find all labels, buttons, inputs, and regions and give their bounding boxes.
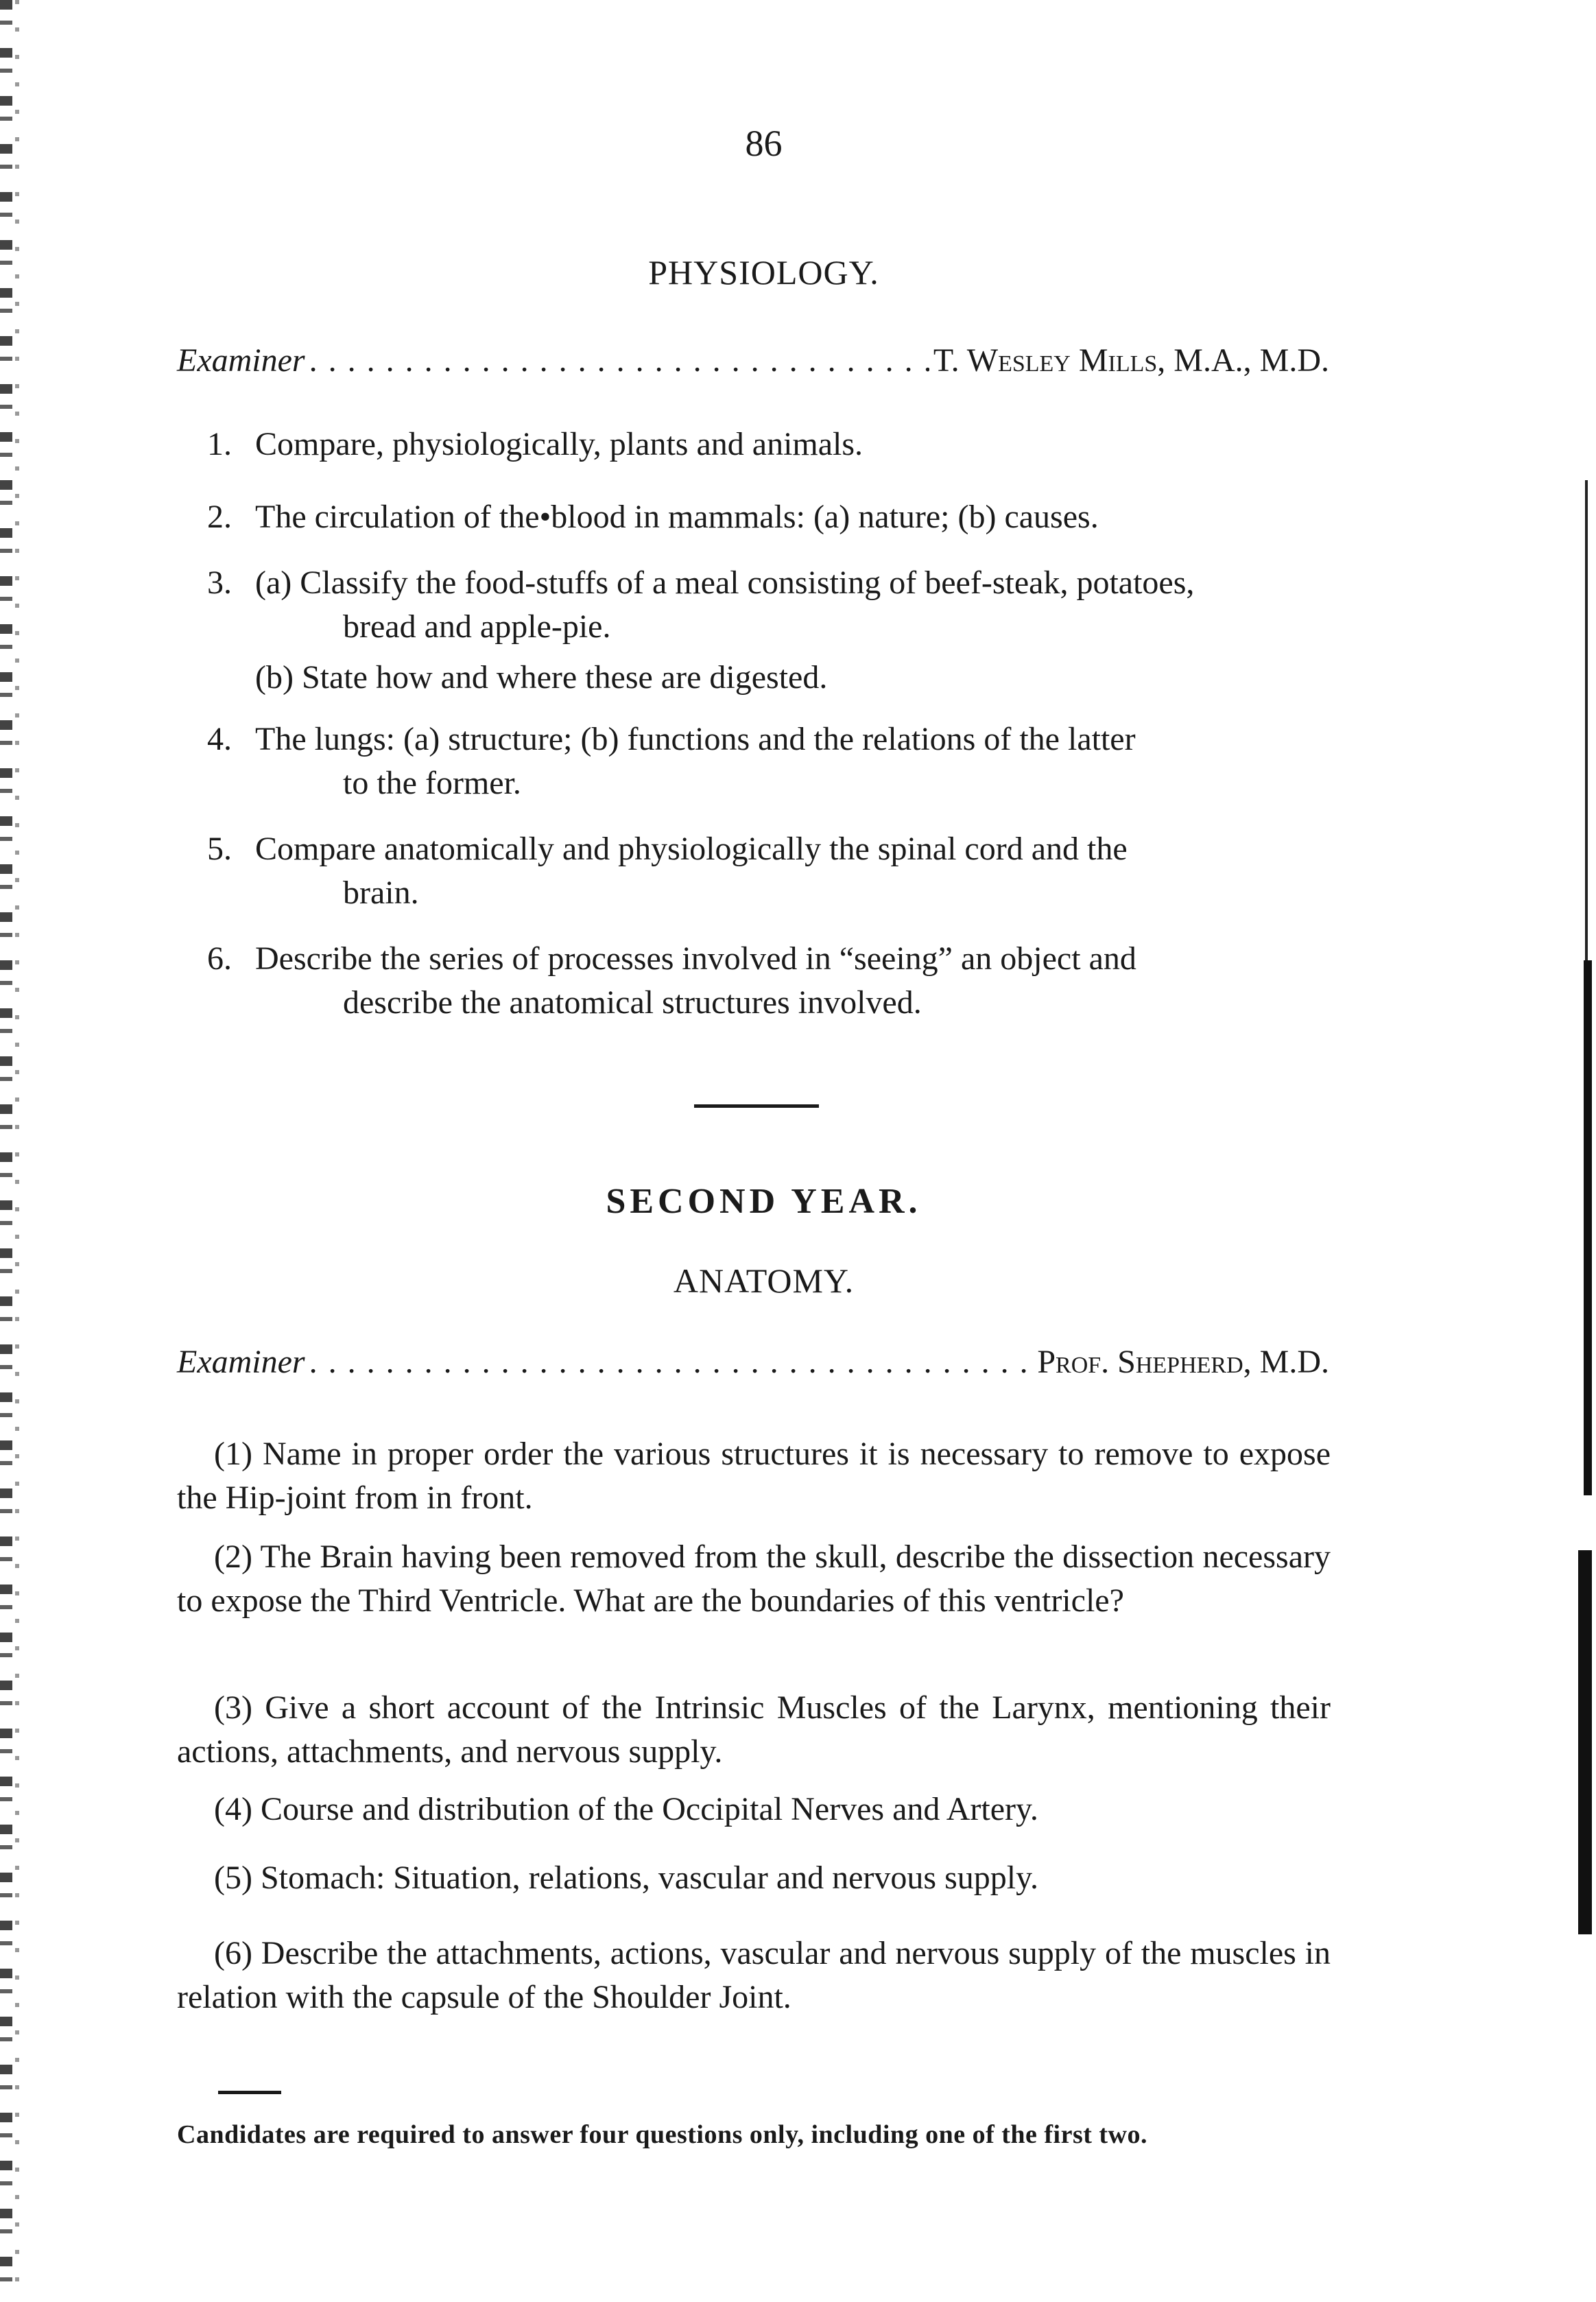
scan-edge-right-lower [1578,1550,1592,1934]
question-subpart: (b) State how and where these are digested. [255,659,828,696]
question-text: (2) The Brain having been removed from the skull, describe the dissection necessary to expose the Third Ventricle. What are the boundaries of this ventricle? [177,1539,1331,1619]
anatomy-question-2 [177,1535,1331,1623]
question-text-continued: brain. [343,875,419,911]
question-text: (1) Name in proper order the various structures it is necessary to remove to expose the Hip-joint from in front. [177,1436,1331,1516]
examiner-line-anatomy [177,1343,1329,1381]
dot-leader [309,342,929,379]
question-text-continued: to the former. [343,765,521,801]
physiology-question-2 [207,495,1332,539]
physiology-question-4 [207,717,1332,805]
question-text: (3) Give a short account of the Intrinsic Muscles of the Larynx, mentioning their actions, attachments, and nervous supply. [177,1689,1331,1770]
dot-leader [309,1343,1034,1381]
question-text: (5) Stomach: Situation, relations, vascular and nervous supply. [214,1860,1038,1896]
question-text-continued: bread and apple-pie. [343,608,611,645]
question-number: 1. [207,426,232,462]
question-text-continued: describe the anatomical structures involved. [343,984,922,1021]
footnote: Candidates are required to answer four questions only, including one of the first two. [177,2120,1147,2149]
scan-edge-left [0,0,12,2302]
examiner-name: T. Wesley Mills, M.A., M.D. [933,342,1329,379]
anatomy-question-5 [177,1856,1331,1900]
anatomy-question-3 [177,1686,1331,1774]
physiology-question-6 [207,937,1332,1025]
section-title-physiology: PHYSIOLOGY. [648,253,879,292]
question-text: The lungs: (a) structure; (b) functions and the relations of the latter [255,721,1136,757]
anatomy-question-4 [177,1788,1331,1831]
section-title-anatomy: ANATOMY. [673,1261,855,1300]
question-number: 3. [207,565,232,601]
question-number: 5. [207,831,232,867]
examiner-label: Examiner [177,342,305,379]
physiology-question-3 [207,561,1332,700]
footnote-rule [218,2091,281,2094]
scan-edge-right-upper [1584,960,1592,1495]
physiology-question-5 [207,827,1332,915]
physiology-question-1 [207,423,1332,466]
question-text: (6) Describe the attachments, actions, vascular and nervous supply of the muscles in relation with the capsule of the Shoulder Joint. [177,1935,1331,2015]
question-text: Describe the series of processes involved in “seeing” an object and [255,940,1136,977]
question-text: Compare anatomically and physiologically the spinal cord and the [255,831,1128,867]
examiner-label: Examiner [177,1344,305,1380]
section-divider [694,1104,819,1108]
question-text: (a) Classify the food-stuffs of a meal consisting of beef-steak, potatoes, [255,565,1195,601]
scan-edge-left-inner [15,0,19,2302]
question-text: The circulation of the•blood in mammals: (a) nature; (b) causes. [255,499,1099,535]
examiner-name: Prof. Shepherd, M.D. [1037,1344,1329,1380]
question-number: 2. [207,499,232,535]
page-number: 86 [745,123,783,164]
question-text: (4) Course and distribution of the Occipital Nerves and Artery. [214,1791,1038,1827]
question-number: 6. [207,940,232,977]
anatomy-question-1 [177,1432,1331,1520]
scan-edge-right-thin [1585,480,1588,960]
question-text: Compare, physiologically, plants and animals. [255,426,863,462]
examiner-line-physiology [177,342,1329,379]
year-heading: SECOND YEAR. [606,1182,922,1221]
question-number: 4. [207,721,232,757]
anatomy-question-6 [177,1932,1331,2019]
